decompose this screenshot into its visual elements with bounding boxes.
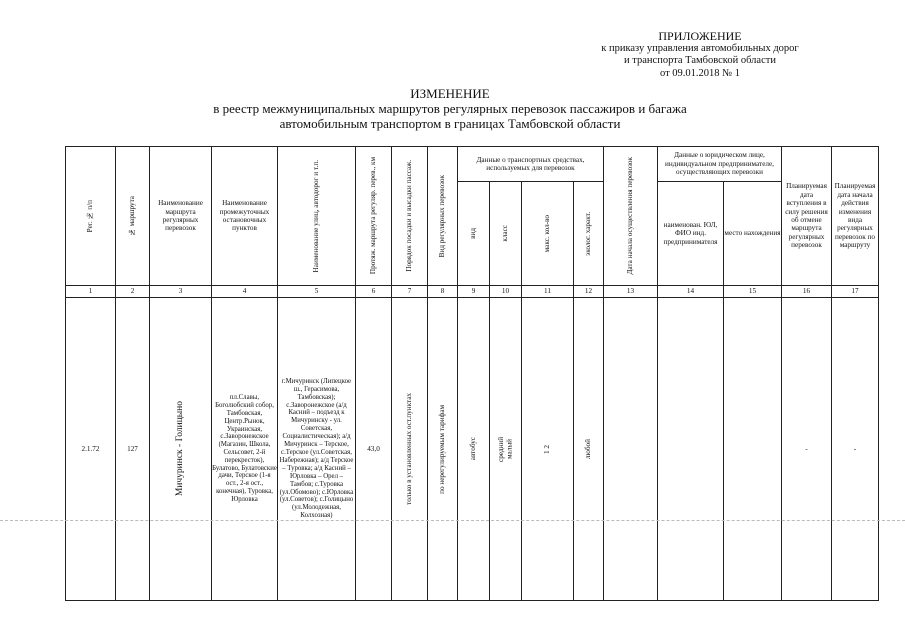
title-line-1: в реестр межмуниципальных маршрутов регулярных перевозок пассажиров и багажа <box>213 101 687 116</box>
header-change-date: Планируемая дата начала действия изменения вида регулярных перевозок по маршруту <box>832 147 879 286</box>
header-max-count: макс. кол-во <box>522 182 574 286</box>
cell-carrier-name <box>658 298 724 601</box>
header-boarding: Порядок посадки и высадки пассаж. <box>392 147 428 286</box>
header-vehicle-class: класс <box>490 182 522 286</box>
scan-artifact-line <box>0 520 905 521</box>
title-main: ИЗМЕНЕНИЕ <box>410 86 490 101</box>
header-vehicle-kind: вид <box>458 182 490 286</box>
column-number: 16 <box>782 286 832 298</box>
column-number: 9 <box>458 286 490 298</box>
title-line-2: автомобильным транспортом в границах Тамбовской области <box>279 116 621 131</box>
appendix-line-3: от 09.01.2018 № 1 <box>659 67 741 79</box>
header-carrier-name: наименован. ЮЛ, ФИО инд. предпринимателя <box>658 182 724 286</box>
cell-eco: любой <box>574 298 604 601</box>
column-number: 14 <box>658 286 724 298</box>
header-carrier-location: место нахождения <box>724 182 782 286</box>
cell-boarding: только в установленных ост.пунктах <box>392 298 428 601</box>
column-number: 1 <box>66 286 116 298</box>
header-reg-no: Рег. № п/п <box>66 147 116 286</box>
column-number: 12 <box>574 286 604 298</box>
header-streets: Наименование улиц, автодорог и т.п. <box>278 147 356 286</box>
column-number: 8 <box>428 286 458 298</box>
header-eco: эколог. характ. <box>574 182 604 286</box>
document-title <box>150 86 750 131</box>
cell-vehicle-class: средний малый <box>490 298 522 601</box>
column-number: 6 <box>356 286 392 298</box>
cell-carrier-location <box>724 298 782 601</box>
cell-route-name: Мичуринск - Голицыно <box>150 298 212 601</box>
column-number: 11 <box>522 286 574 298</box>
column-number: 15 <box>724 286 782 298</box>
column-number: 13 <box>604 286 658 298</box>
cell-route-no: 127 <box>116 298 150 601</box>
column-number: 7 <box>392 286 428 298</box>
column-number-row <box>66 286 879 298</box>
header-carrier-group: Данные о юридическом лице, индивидуальном предпринимателе, осуществляющих перевозки <box>658 147 782 182</box>
column-number: 17 <box>832 286 879 298</box>
cell-vehicle-kind: автобус <box>458 298 490 601</box>
cell-stops: пл.Славы, Боголюбский собор, Тамбовская, Центр.Рынок, Украинская, с.Заворонежское (Магазин, Школа, Сельсовет, 2-й перекресток), Булатово, Булатовские дачи, Терское (1-я ост., 2-я ост., конечная), Туровка, Юрловка <box>212 298 278 601</box>
cell-start-date <box>604 298 658 601</box>
header-stops: Наименование промежуточных остановочных пунктов <box>212 147 278 286</box>
column-number: 5 <box>278 286 356 298</box>
cell-change-date: - <box>832 298 879 601</box>
header-cancel-date: Планируемая дата вступления в силу решения об отмене маршрута регулярных перевозок <box>782 147 832 286</box>
cell-transport-type: по нерегулируемым тарифам <box>428 298 458 601</box>
appendix-block <box>560 30 840 80</box>
cell-streets: г.Мичуринск (Липецкое ш., Герасимова, Тамбовская); с.Заворонежское (а/д Касний – подъезд к Мичуринску - ул. Советская, Социалистическая); а/д Мичуринск – Терское, с.Терское (ул.Советская, Набережная); а/д Терское – Туровка; а/д Касний – Юрловка – Орел – Тамбов; с.Туровка (ул.Обомово); с.Юрловка (ул.Советов); с.Голицыно (ул.Молодежная, Колхозная) <box>278 298 356 601</box>
header-length: Протяж. маршрута регуляр. перев., км <box>356 147 392 286</box>
column-number: 10 <box>490 286 522 298</box>
column-number: 3 <box>150 286 212 298</box>
cell-cancel-date: - <box>782 298 832 601</box>
cell-max-count: 1 2 <box>522 298 574 601</box>
header-transport-type: Вид регулярных перевозок <box>428 147 458 286</box>
header-route-no: № маршрута <box>116 147 150 286</box>
appendix-heading: ПРИЛОЖЕНИЕ <box>658 29 742 43</box>
header-start-date: Дата начала осуществления перевозок <box>604 147 658 286</box>
column-number: 4 <box>212 286 278 298</box>
header-route-name: Наименование маршрута регулярных перевозок <box>150 147 212 286</box>
table-row <box>66 298 879 601</box>
column-number: 2 <box>116 286 150 298</box>
header-vehicles-group: Данные о транспортных средствах, используемых для перевозок <box>458 147 604 182</box>
appendix-line-2: и транспорта Тамбовской области <box>624 55 776 66</box>
appendix-line-1: к приказу управления автомобильных дорог <box>601 42 799 54</box>
registry-table <box>65 146 879 601</box>
cell-reg-no: 2.1.72 <box>66 298 116 601</box>
cell-length: 43,0 <box>356 298 392 601</box>
